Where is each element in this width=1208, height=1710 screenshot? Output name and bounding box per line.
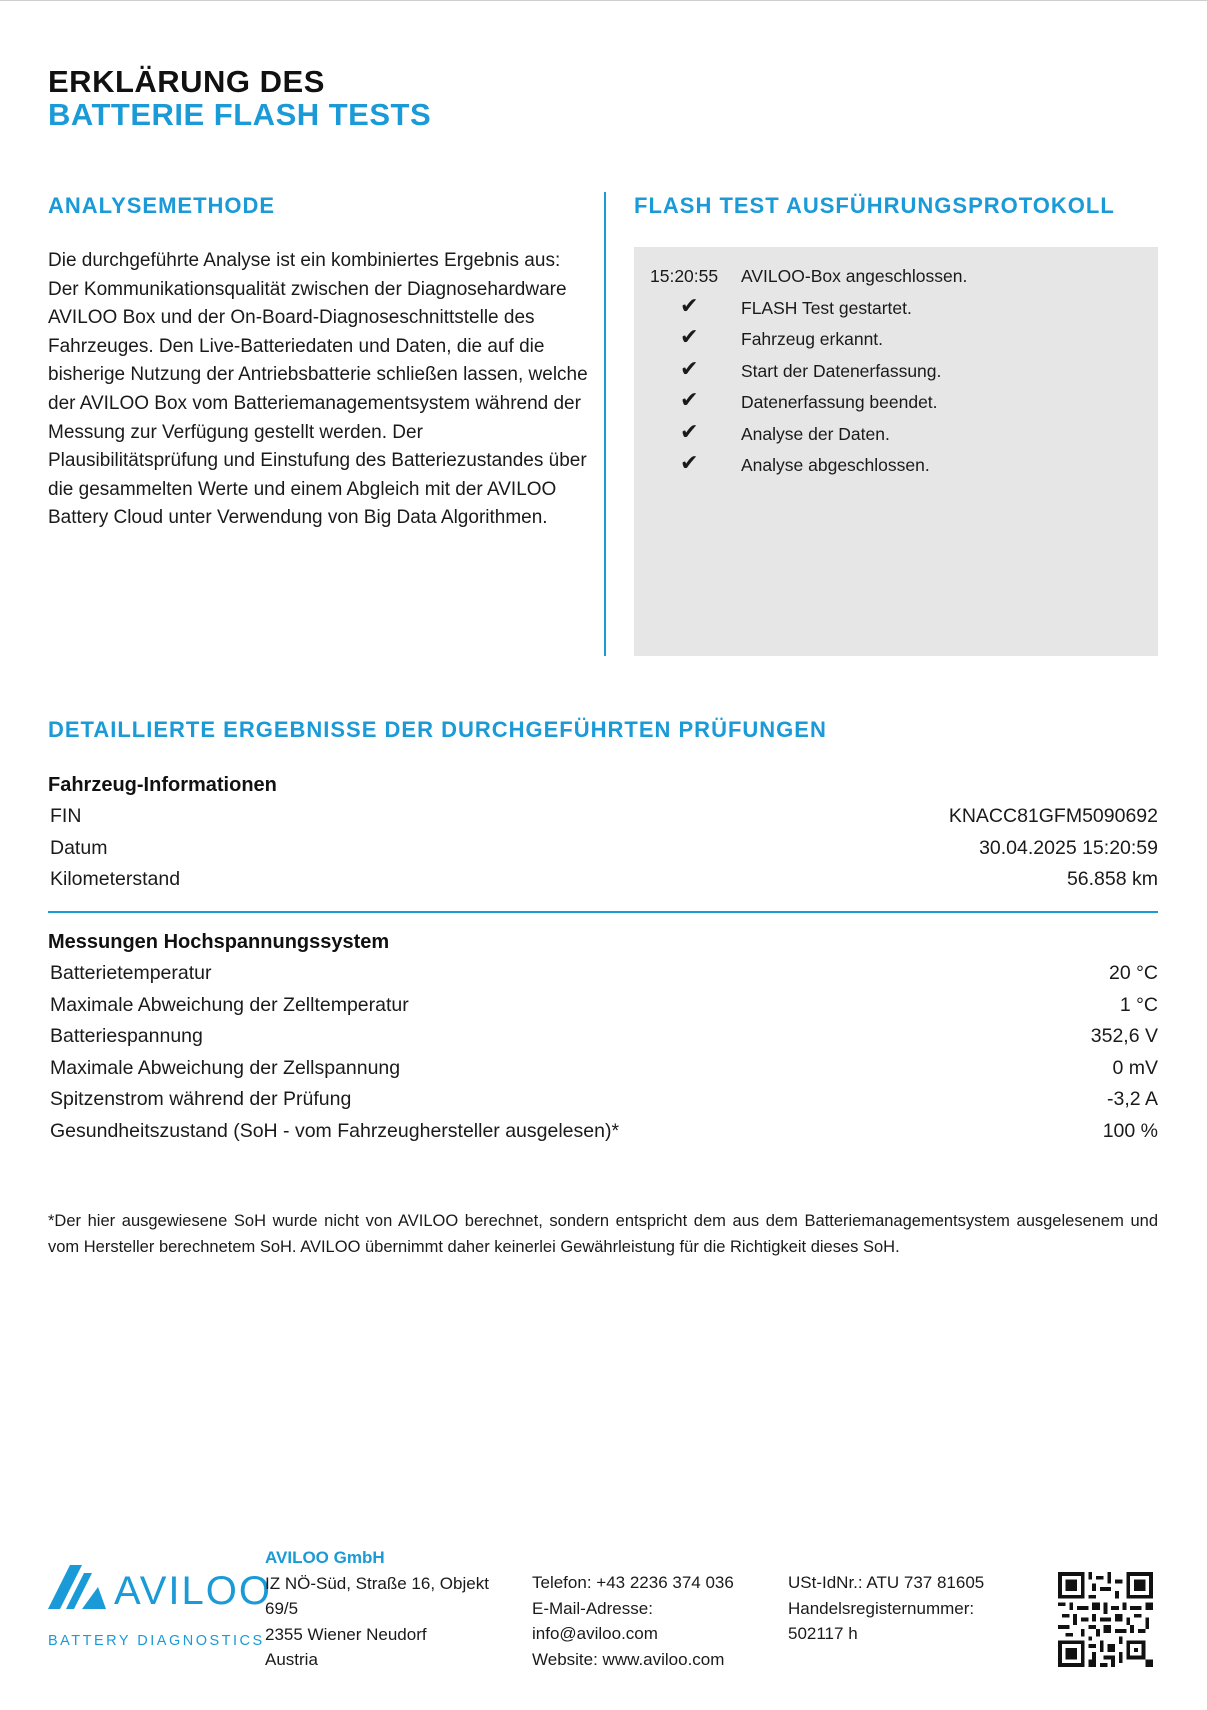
- log-row: [634, 326, 1158, 358]
- log-message: Datenerfassung beendet.: [741, 392, 938, 412]
- log-message: AVILOO-Box angeschlossen.: [741, 266, 968, 286]
- row-value: 30.04.2025 15:20:59: [979, 836, 1158, 859]
- registry-number: 502117 h: [788, 1624, 858, 1643]
- row-label: Kilometerstand: [50, 868, 181, 891]
- logo-wordmark: AVILOO: [114, 1569, 272, 1613]
- analysis-section: [48, 193, 588, 533]
- protocol-section: [634, 193, 1158, 219]
- row-value: 100 %: [1102, 1119, 1158, 1142]
- vehicle-info-title: Fahrzeug-Informationen: [48, 774, 277, 796]
- row-value: 56.858 km: [1066, 868, 1158, 891]
- log-row: [634, 358, 1158, 390]
- log-message: Analyse der Daten.: [741, 423, 890, 444]
- vat-id: USt-IdNr.: ATU 737 81605: [788, 1573, 985, 1592]
- column-divider: [604, 192, 606, 656]
- row-value: 0 mV: [1112, 1056, 1158, 1079]
- row-value: -3,2 A: [1107, 1088, 1158, 1111]
- log-time: 15:20:55: [650, 266, 719, 286]
- checkmark-icon: ✔: [680, 419, 699, 445]
- analysis-text: Die durchgeführte Analyse ist ein kombiniertes Ergebnis aus: Der Kommunikationsqualität zwischen der Diagnosehardware AVILOO Box und der On-Board-Diagnoseschnittstelle des Fahrzeuges. Den Live-Batteriedaten und Daten, die auf die bisherige Nutzung der Antriebsbatterie schließen lassen, welche der AVILOO Box vom Batteriemanagementsystem während der Messung zur Verfügung gestellt werden. Der Plausibilitätsprüfung und Einstufung des Batteriezustandes über die gesammelten Werte und einem Abgleich mit der AVILOO Battery Cloud unter Verwendung von Big Data Algorithmen.: [48, 250, 588, 529]
- log-message: Analyse abgeschlossen.: [741, 455, 930, 475]
- aviloo-logo: [48, 1547, 272, 1649]
- log-message: FLASH Test gestartet.: [741, 297, 912, 318]
- soh-footnote: *Der hier ausgewiesene SoH wurde nicht von AVILOO berechnet, sondern entspricht dem aus dem Batteriemanagementsystem ausgelesenem und vom Hersteller berechnetem SoH. AVILOO übernimmt daher keinerlei Gewährleistung für die Richtigkeit dieses SoH.: [48, 1212, 1158, 1256]
- protocol-heading: FLASH TEST AUSFÜHRUNGSPROTOKOLL: [634, 193, 1115, 218]
- table-row: [48, 958, 1158, 990]
- log-message: Start der Datenerfassung.: [741, 360, 942, 381]
- row-label: Batteriespannung: [50, 1025, 203, 1048]
- log-row: [634, 389, 1158, 421]
- table-row: [48, 990, 1158, 1022]
- hv-measurements-title: Messungen Hochspannungssystem: [48, 931, 390, 953]
- page-footer: [0, 1539, 1208, 1679]
- checkmark-icon: ✔: [680, 325, 699, 350]
- address-line: Austria: [265, 1650, 318, 1669]
- checkmark-icon: ✔: [680, 388, 699, 413]
- table-row: [48, 1084, 1158, 1116]
- row-label: Datum: [50, 836, 108, 859]
- footer-contact: [532, 1570, 772, 1672]
- address-line: 2355 Wiener Neudorf: [265, 1624, 427, 1644]
- email-label: E-Mail-Adresse:: [532, 1598, 653, 1618]
- table-row: [48, 864, 1158, 896]
- analysis-heading: ANALYSEMETHODE: [48, 193, 276, 218]
- section-divider: [48, 911, 1158, 913]
- footer-address: [265, 1545, 515, 1673]
- vehicle-info-section: [48, 769, 1158, 896]
- log-message: Fahrzeug erkannt.: [741, 329, 884, 349]
- title-line-2: BATTERIE FLASH TESTS: [48, 97, 432, 132]
- row-value: KNACC81GFM5090692: [948, 805, 1158, 827]
- address-line: 69/5: [265, 1599, 299, 1618]
- checkmark-icon: ✔: [680, 451, 699, 476]
- checkmark-icon: ✔: [680, 293, 699, 319]
- hv-measurements-section: [48, 926, 1158, 1148]
- table-row: [48, 801, 1158, 833]
- registry-label: Handelsregisternummer:: [788, 1598, 975, 1618]
- row-value: 352,6 V: [1090, 1025, 1158, 1048]
- website-link[interactable]: Website: www.aviloo.com: [532, 1649, 725, 1669]
- checkmark-icon: ✔: [680, 356, 699, 382]
- table-row: [48, 1021, 1158, 1053]
- log-row: [634, 421, 1158, 453]
- row-value: 20 °C: [1109, 962, 1158, 984]
- table-row: [48, 1116, 1158, 1148]
- row-label: Gesundheitszustand (SoH - vom Fahrzeughersteller ausgelesen)*: [50, 1119, 620, 1142]
- table-row: [48, 833, 1158, 865]
- company-name: AVILOO GmbH: [265, 1548, 385, 1567]
- log-row: [634, 263, 1158, 295]
- email-link[interactable]: info@aviloo.com: [532, 1624, 658, 1643]
- logo-tagline: BATTERY DIAGNOSTICS: [48, 1633, 265, 1649]
- row-label: FIN: [50, 805, 82, 827]
- aviloo-mark-icon: [48, 1557, 112, 1617]
- footer-registry: [788, 1570, 1018, 1647]
- row-label: Batterietemperatur: [50, 962, 212, 984]
- results-heading: DETAILLIERTE ERGEBNISSE DER DURCHGEFÜHRTEN PRÜFUNGEN: [48, 717, 827, 742]
- qr-code-icon[interactable]: [1058, 1572, 1153, 1667]
- phone-text: Telefon: +43 2236 374 036: [532, 1573, 734, 1592]
- title-line-1: ERKLÄRUNG DES: [48, 64, 325, 99]
- log-row: [634, 452, 1158, 484]
- protocol-log: [634, 247, 1158, 656]
- log-row: [634, 295, 1158, 327]
- address-line: IZ NÖ-Süd, Straße 16, Objekt: [265, 1573, 489, 1593]
- row-label: Maximale Abweichung der Zelltemperatur: [50, 993, 409, 1016]
- page-title: [48, 65, 431, 131]
- row-label: Spitzenstrom während der Prüfung: [50, 1088, 352, 1111]
- table-row: [48, 1053, 1158, 1085]
- row-value: 1 °C: [1119, 993, 1158, 1016]
- row-label: Maximale Abweichung der Zellspannung: [50, 1056, 401, 1079]
